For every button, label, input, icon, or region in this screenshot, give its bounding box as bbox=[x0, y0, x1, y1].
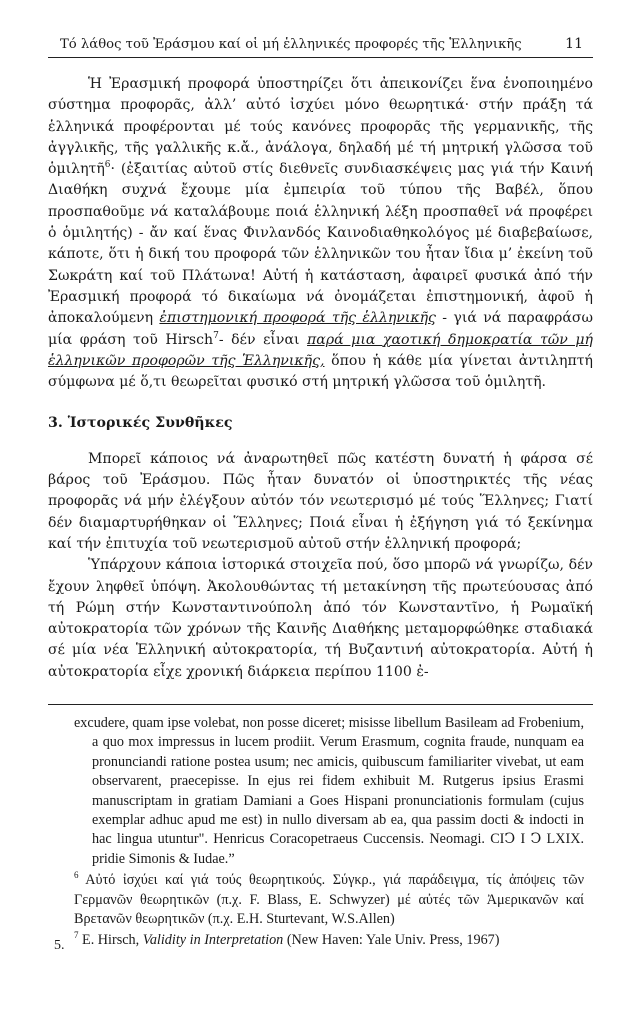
footnote-continued: excudere, quam ipse volebat, non posse diceret; misisse libellum Basileam ad Frobenium, a quo mox impressus in lucem prodiit. Verum Erasmum, cognita fraude, nunquam ea pronunciandi ratione postea usum; nec amicis, quibuscum familiariter vivebat, ut eam observarent, praecepisse. In ejus rei fidem exhibuit M. Rutgerus ipsius Erasmi manuscriptam in gratiam Damiani a Goes Hispani pronunciationis formulam (cujus exemplar adhuc apud me est) in nullo diversam ab ea, qua passim docti & indocti in hac lingua utuntur". Henricus Coracopetraeus Cuccensis. Neomagi. CIↃ I Ↄ LXIX. pridie Simonis & Iudae.” bbox=[74, 715, 584, 867]
page bbox=[48, 36, 593, 683]
section-heading: 3. Ἱστορικές Συνθῆκες bbox=[48, 415, 233, 432]
running-title: Τό λάθος τοῦ Ἐράσμου καί οἱ μή ἑλληνικές προφορές τῆς Ἑλληνικῆς bbox=[60, 37, 522, 52]
paragraph-2: Μπορεῖ κάποιος νά ἀναρωτηθεῖ πῶς κατέστη δυνατή ἡ φάρσα σέ βάρος τοῦ Ἐράσμου. Πῶς ἦταν δυνατόν οἱ ὑποστηρικτές τῆς νέας προφορᾶς νά μήν ἐλέγξουν αὐτόν τόν νεωτερισμό μέ τούς Ἕλληνες; Γιατί δέν διαμαρτυρήθηκαν οἱ Ἕλληνες; Ποιά εἶναι ἡ ἐξήγηση γιά τό ξεκίνημα καί τήν ἐπιτυχία τοῦ νεωτερισμοῦ αὐτοῦ στήν ἑλληνική προφορά; bbox=[48, 450, 593, 552]
footnote-7-book-title: Validity in Interpretation bbox=[142, 932, 284, 949]
main-text bbox=[48, 74, 593, 683]
paragraph-3: Ὑπάρχουν κάποια ἱστορικά στοιχεῖα πού, ὅσο μπορῶ νά γνωρίζω, δέν ἔχουν ληφθεῖ ὑπόψη. Ἀκολουθώντας τή μετακίνηση τῆς πρωτεύουσας ἀπό τή Ρώμη στήν Κωνσταντινούπολη ἀπό τόν Κωνσταντῖνο, ἡ Ρωμαϊκή αὐτοκρατορία τῶν χρόνων τῆς Καινῆς Διαθήκης μεταμορφώθηκε σταδιακά σέ μία νέα Ἑλληνική αὐτοκρατορία, τή Βυζαντινή αὐτοκρατορία. Αὐτή ἡ αὐτοκρατορία εἶχε χρονική διάρκεια περίπου 1100 ἐ- bbox=[48, 557, 593, 680]
footnote-6-mark: 6 bbox=[74, 870, 79, 881]
footnote-7: $^7$ E. Hirsch, Validity in Interpretation (New Haven: Yale Univ. Press, 1967) bbox=[74, 930, 500, 949]
page-number: 11 bbox=[565, 36, 583, 52]
footnote-7-mark: 7 bbox=[74, 930, 79, 941]
emphasis-scientific-pronunciation: ἐπιστημονική προφορά τῆς ἑλληνικῆς bbox=[159, 310, 436, 327]
footnote-ref-6[interactable]: 6 bbox=[104, 160, 111, 171]
footnotes bbox=[74, 714, 584, 951]
signature-mark: 5. bbox=[54, 938, 65, 953]
running-header bbox=[48, 36, 593, 58]
footnote-6: $^6$ Αὐτό ἰσχύει καί γιά τούς θεωρητικούς. Σύγκρ., γιά παράδειγμα, τίς ἀπόψεις τῶν Γερμανῶν θεωρητικῶν (π.χ. F. Blass, E. Schwyzer) μέ αὐτές τῶν Ἀμερικανῶν καί Βρετανῶν θεωρητικῶν (π.χ. E.H. Sturtevant, W.S.Allen) bbox=[74, 870, 585, 928]
footnote-ref-7[interactable]: 7 bbox=[213, 330, 219, 341]
emphasis-chaotic-democracy: παρά μια χαοτική δημοκρατία τῶν μή ἑλληνικῶν προφορῶν τῆς Ἑλληνικῆς, bbox=[48, 331, 593, 369]
paragraph-1: Ἡ Ἐρασμική προφορά ὑποστηρίζει ὅτι ἀπεικονίζει ἕνα ἑνοποιημένο σύστημα προφορᾶς, ἀλλ’ αὐτό ἰσχύει μόνο θεωρητικά· στήν πράξη τά ἑλληνικά προφέρονται μέ τούς κανόνες προφορᾶς τῆς γερμανικῆς, τῆς ἀγγλικῆς, τῆς γαλλικῆς κ.ἄ., ἀνάλογα, δηλαδή μέ τή μητρική γλῶσσα τοῦ ὁμιλητῆ$^6$· (ἐξαιτίας αὐτοῦ στίς διεθνεῖς συνδιασκέψεις μας γιά τήν Καινή Διαθήκη συχνά ἔχουμε μία ἐμπειρία τοῦ τύπου τῆς Βαβέλ, ὅπου προσπαθοῦμε νά καταλάβουμε ποιά ἑλληνική λέξη προσπαθεῖ νά προφέρει ὁ ὁμιλητής) - ἄν καί ἕνας Φινλανδός Καινοδιαθηκολόγος μέ διαβεβαίωσε, κάποτε, ὅτι ἡ δική του προφορά τῶν ἑλληνικῶν του ἦταν ἴδια μ’ ἐκείνη τοῦ Σωκράτη καί τοῦ Πλάτωνα! Αὐτή ἡ κατάσταση, ἀφαιρεῖ φυσικά ἀπό τήν Ἐρασμική προφορά τό δικαίωμα νά ὀνομάζεται ἐπιστημονική, ἀφοῦ ἡ ἀποκαλούμενη ἐπιστημονική προφορά τῆς ἑλληνικῆς - γιά νά παραφράσω μία φράση τοῦ Hirsch$^7$- δέν εἶναι παρά μια χαοτική δημοκρατία τῶν μή ἑλληνικῶν προφορῶν τῆς Ἑλληνικῆς, ὅπου ἡ κάθε μία γίνεται ἀντιληπτή σύμφωνα μέ ὅ,τι θεωρεῖται φυσικό στή μητρική γλῶσσα τοῦ ὁμιλητῆ. bbox=[48, 76, 594, 391]
footnote-divider bbox=[48, 704, 593, 705]
